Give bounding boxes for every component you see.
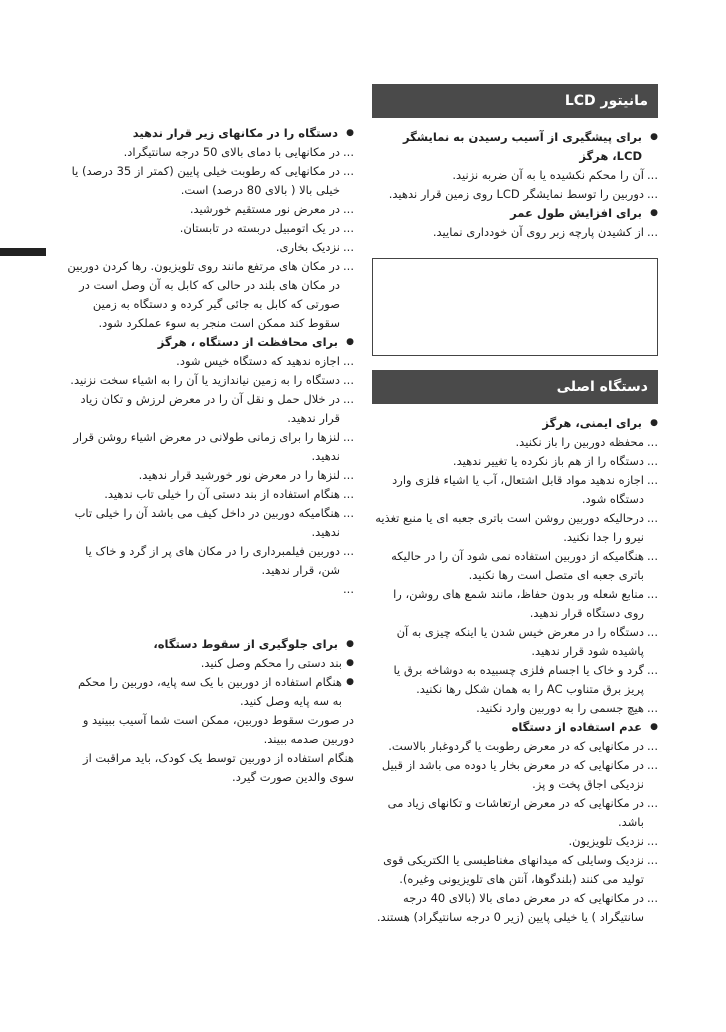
page-tab-marker bbox=[0, 248, 46, 256]
list-item: ... لنزها را در معرض نور خورشید قرار ندهید. bbox=[66, 466, 354, 485]
list-item: ● هنگام استفاده از دوربین با یک سه پایه، دوربین را محکم به سه پایه وصل کنید. bbox=[66, 673, 354, 711]
list-item: ... در مکان های مرتفع مانند روی تلویزیون. رها کردن دوربین در مکان های بلند در حالی که کابل به آن وصل است در صورتی که کابل به جائی گیر کرده و دستگاه به زمین سقوط کند ممکن است منجر به سوء عملکرد شود. bbox=[66, 257, 354, 333]
trailing-ellipsis: ... bbox=[343, 582, 354, 596]
left-column bbox=[66, 124, 354, 787]
list-item: ... نزدیک بخاری. bbox=[66, 238, 354, 257]
safety-title: ● برای ایمنی، هرگز bbox=[372, 414, 658, 433]
prevent-fall-section bbox=[66, 635, 354, 787]
no-use-section bbox=[372, 718, 658, 927]
no-use-title: ● عدم استفاده از دستگاه bbox=[372, 718, 658, 737]
list-item: ... نزدیک وسایلی که میدانهای مغناطیسی یا الکتریکی قوی تولید می کنند (بلندگوها، آنتن های تلویزیونی وغیره). bbox=[372, 851, 658, 889]
list-item: ... محفظه دوربین را باز نکنید. bbox=[372, 433, 658, 452]
list-item: ... در یک اتومبیل دربسته در تابستان. bbox=[66, 219, 354, 238]
list-item: ... در مکانهایی که در معرض دمای بالا (بالای 40 درجه سانتیگراد ) یا خیلی پایین (زیر 0 درجه سانتیگراد) هستند. bbox=[372, 889, 658, 927]
list-item: ... هنگامیکه از دوربین استفاده نمی شود آن را در حالیکه باتری جعبه ای متصل است رها نکنید. bbox=[372, 547, 658, 585]
list-item: ... هنگام استفاده از بند دستی آن را خیلی تاب ندهید. bbox=[66, 485, 354, 504]
protect-title: ● برای محافظت از دستگاه ، هرگز bbox=[66, 333, 354, 352]
right-column bbox=[372, 84, 658, 927]
list-item: ... درحالیکه دوربین روشن است باتری جعبه ای یا منبع تغذیه نیرو را جدا نکنید. bbox=[372, 509, 658, 547]
list-item: ... لنزها را برای زمانی طولانی در معرض اشیاء روشن قرار ندهید. bbox=[66, 428, 354, 466]
protect-section bbox=[66, 333, 354, 599]
dont-place-title: ● دستگاه را در مکانهای زیر قرار ندهید bbox=[66, 124, 354, 143]
list-item: ... دوربین فیلمبرداری را در مکان های پر از گرد و خاک یا شن، قرار ندهید. bbox=[66, 542, 354, 580]
list-item: ... آن را محکم نکشیده یا به آن ضربه نزنید. bbox=[372, 166, 658, 185]
list-item: ... در مکانهایی که در معرض رطوبت یا گردوغبار بالاست. bbox=[372, 737, 658, 756]
list-item: ... منابع شعله ور بدون حفاظ، مانند شمع های روشن، را روی دستگاه قرار ندهید. bbox=[372, 585, 658, 623]
safety-section bbox=[372, 414, 658, 718]
lcd-prevent-damage bbox=[372, 128, 658, 204]
list-item: ... اجازه ندهید مواد قابل اشتعال، آب یا اشیاء فلزی وارد دستگاه شود. bbox=[372, 471, 658, 509]
list-item: ... دستگاه را به زمین نیاندازید یا آن را به اشیاء سخت نزنید. bbox=[66, 371, 354, 390]
list-item: ... دوربین را توسط نمایشگر LCD روی زمین قرار ندهید. bbox=[372, 185, 658, 204]
list-item: ... اجازه ندهید که دستگاه خیس شود. bbox=[66, 352, 354, 371]
list-item: ... در مکانهایی که رطوبت خیلی پایین (کمتر از 35 درصد) یا خیلی بالا ( بالای 80 درصد) است. bbox=[66, 162, 354, 200]
list-item: ● بند دستی را محکم وصل کنید. bbox=[66, 654, 354, 673]
list-item: ... دستگاه را از هم باز نکرده یا تغییر ندهید. bbox=[372, 452, 658, 471]
list-item: ... گرد و خاک یا اجسام فلزی چسبیده به دوشاخه برق یا پریز برق متناوب AC را به همان شکل رها نکنید. bbox=[372, 661, 658, 699]
list-item: ... دستگاه را در معرض خیس شدن یا اینکه چیزی به آن پاشیده شود قرار ندهید. bbox=[372, 623, 658, 661]
lcd-monitor-header: مانیتور LCD bbox=[372, 84, 658, 118]
list-item: ... در مکانهایی که در معرض بخار یا دوده می باشد از قبیل نزدیکی اجاق پخت و پز. bbox=[372, 756, 658, 794]
note-text: در صورت سقوط دوربین، ممکن است شما آسیب ببینید و دوربین صدمه ببیند. bbox=[82, 713, 354, 746]
dont-place-section bbox=[66, 124, 354, 333]
list-item: ... از کشیدن پارچه زبر روی آن خودداری نمایید. bbox=[372, 223, 658, 242]
main-unit-header: دستگاه اصلی bbox=[372, 370, 658, 404]
list-item: ... هنگامیکه دوربین در داخل کیف می باشد آن را خیلی تاب ندهید. bbox=[66, 504, 354, 542]
lcd-extend-life-title: ● برای افزایش طول عمر bbox=[372, 204, 658, 223]
list-item: ... هیچ جسمی را به دوربین وارد نکنید. bbox=[372, 699, 658, 718]
list-item: ... نزدیک تلویزیون. bbox=[372, 832, 658, 851]
list-item: ... در مکانهایی که در معرض ارتعاشات و تکانهای زیاد می باشد. bbox=[372, 794, 658, 832]
prevent-fall-title: ● برای جلوگیری از سقوط دستگاه، bbox=[66, 635, 354, 654]
lcd-prevent-damage-title: ● برای پیشگیری از آسیب رسیدن به نمایشگر LCD، هرگز bbox=[372, 128, 658, 166]
empty-note-box bbox=[372, 258, 658, 356]
list-item: ... در خلال حمل و نقل آن را در معرض لرزش و تکان زیاد قرار ندهید. bbox=[66, 390, 354, 428]
lcd-extend-life bbox=[372, 204, 658, 242]
list-item: ... در مکانهایی با دمای بالای 50 درجه سانتیگراد. bbox=[66, 143, 354, 162]
list-item: ... در معرض نور مستقیم خورشید. bbox=[66, 200, 354, 219]
note-text: هنگام استفاده از دوربین توسط یک کودک، باید مراقبت از سوی والدین صورت گیرد. bbox=[83, 751, 354, 784]
